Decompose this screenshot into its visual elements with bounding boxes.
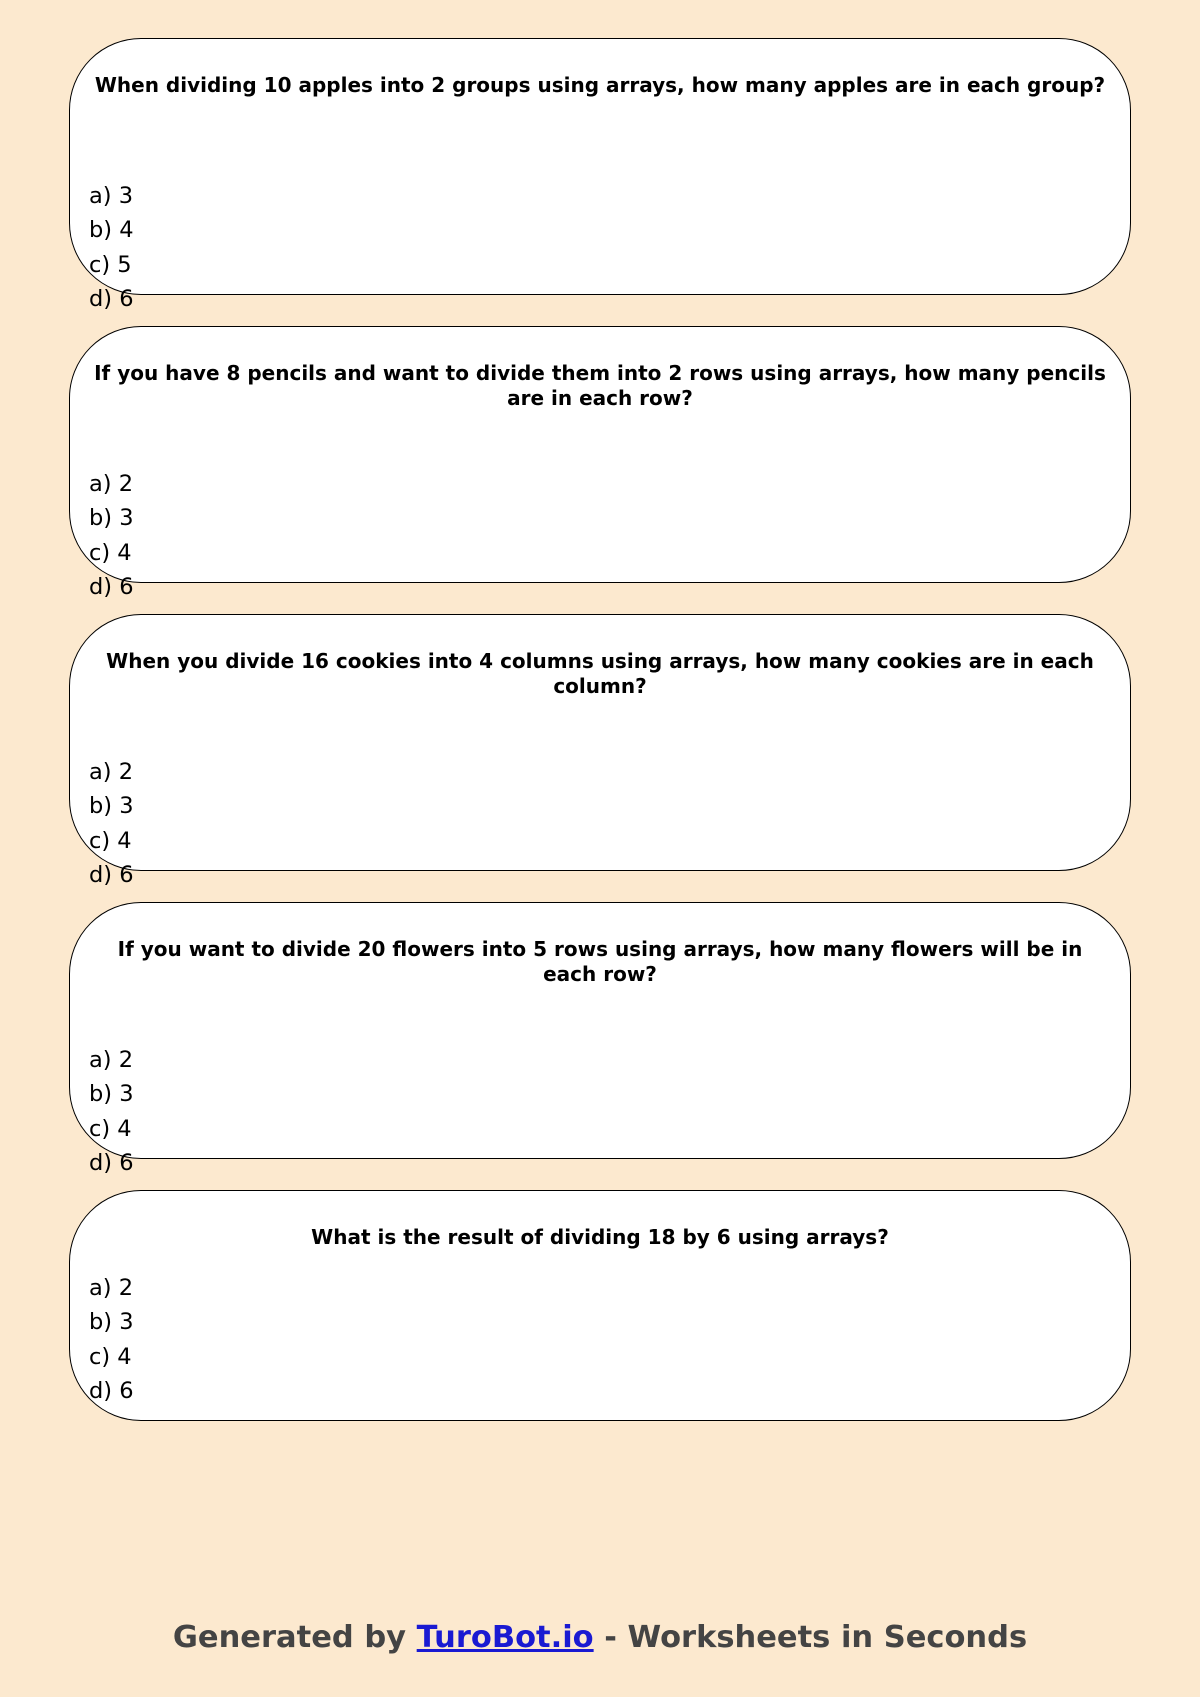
answer-options (89, 1043, 134, 1180)
answer-option-d: d) 6 (89, 573, 134, 600)
answer-option-c: c) 4 (89, 539, 132, 566)
question-card-1 (69, 38, 1131, 312)
question-text: What is the result of dividing 18 by 6 using arrays? (311, 1225, 889, 1249)
answer-option-b: b) 4 (89, 217, 134, 244)
answer-option-a: a) 2 (89, 759, 134, 785)
footer-credit (0, 1618, 1200, 1658)
question-text: When you divide 16 cookies into 4 columns using arrays, how many cookies are in each column? (106, 649, 1094, 698)
answer-option-c: c) 5 (89, 251, 132, 278)
answer-option-a: a) 2 (89, 1275, 134, 1301)
question-card-2 (69, 326, 1131, 600)
answer-option-b: b) 3 (89, 505, 134, 532)
answer-option-a: a) 3 (89, 183, 134, 209)
answer-option-d: d) 6 (89, 1149, 134, 1176)
footer-prefix: Generated by (172, 1620, 417, 1655)
question-text: When dividing 10 apples into 2 groups using arrays, how many apples are in each group? (94, 73, 1106, 97)
answer-options (89, 1271, 134, 1408)
footer-suffix: - Worksheets in Seconds (593, 1620, 1028, 1655)
answer-options (89, 755, 134, 892)
answer-option-d: d) 6 (89, 861, 134, 888)
answer-options (89, 467, 134, 604)
answer-option-b: b) 3 (89, 1309, 134, 1336)
question-card-4 (69, 902, 1131, 1176)
answer-option-b: b) 3 (89, 793, 134, 820)
answer-option-a: a) 2 (89, 471, 134, 497)
answer-option-b: b) 3 (89, 1081, 134, 1108)
question-text: If you want to divide 20 flowers into 5 rows using arrays, how many flowers will be in each row? (117, 937, 1083, 986)
question-card-5 (69, 1190, 1131, 1421)
answer-option-d: d) 6 (89, 285, 134, 312)
answer-option-c: c) 4 (89, 1343, 132, 1370)
answer-options (89, 179, 134, 316)
answer-option-c: c) 4 (89, 827, 132, 854)
answer-option-c: c) 4 (89, 1115, 132, 1142)
answer-option-a: a) 2 (89, 1047, 134, 1073)
turobot-link[interactable]: TuroBot.io (416, 1620, 594, 1655)
question-card-3 (69, 614, 1131, 888)
answer-option-d: d) 6 (89, 1377, 134, 1404)
question-text: If you have 8 pencils and want to divide them into 2 rows using arrays, how many pencils are in each row? (94, 361, 1106, 410)
